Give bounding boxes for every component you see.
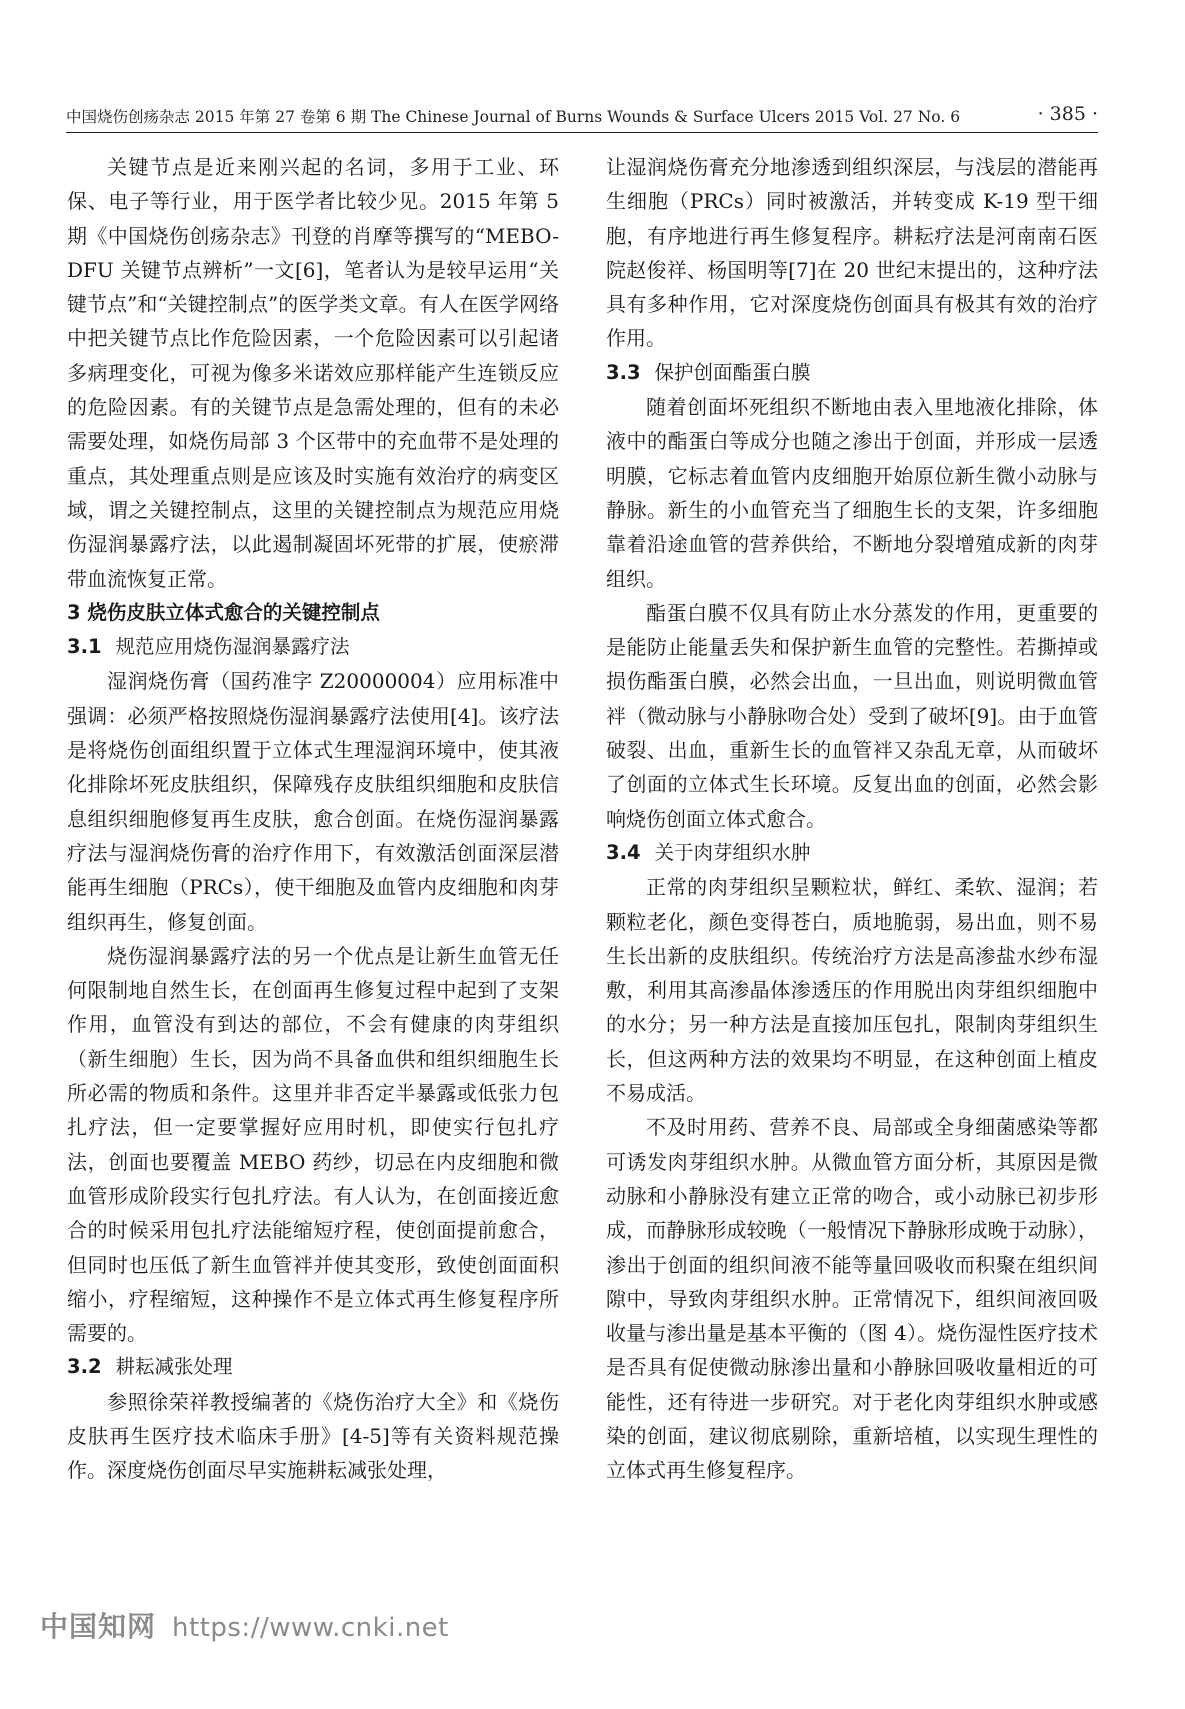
page-number: · 385 · bbox=[1037, 103, 1098, 125]
subsection-heading-3-4 bbox=[606, 836, 1098, 870]
subsection-title: 耕耘减张处理 bbox=[115, 1355, 233, 1379]
subsection-title: 关于肉芽组织水肿 bbox=[654, 840, 811, 864]
paragraph-edema-causes: 不及时用药、营养不良、局部或全身细菌感染等都可诱发肉芽组织水肿。从微血管方面分析，其原因是微动脉和小静脉没有建立正常的吻合，或小动脉已初步形成，而静脉形成较晚（一般情况下静脉形成晚于动脉），渗出于创面的组织间液不能等量回吸收而积聚在组织间隙中，导致肉芽组织水肿。正常情况下，组织间液回吸收量与渗出量是基本平衡的（图 4）。烧伤湿性医疗技术是否具有促使微动脉渗出量和小静脉回吸收量相近的可能性，还有待进一步研究。对于老化肉芽组织水肿或感染的创面，建议彻底剔除，重新培植，以实现生理性的立体式再生修复程序。 bbox=[606, 1115, 1098, 1483]
running-header bbox=[66, 102, 1098, 133]
paragraph-key-nodes: 关键节点是近来刚兴起的名词，多用于工业、环保、电子等行业，用于医学者比较少见。2015 年第 5 期《中国烧伤创疡杂志》刊登的肖摩等撰写的“MEBO-DFU 关键节点辨析”一文[6]，笔者认为是较早运用“关键节点”和“关键控制点”的医学类文章。有人在医学网络中把关键节点比作危险因素，一个危险因素可以引起诸多病理变化，可视为像多米诺效应那样能产生连锁反应的危险因素。有的关键节点是急需处理的，但有的未必需要处理，如烧伤局部 3 个区带中的充血带不是处理的重点，其处理重点则是应该及时实施有效治疗的病变区域，谓之关键控制点，这里的关键控制点为规范应用烧伤湿润暴露疗法，以此遏制凝固坏死带的扩展，使瘀滞带血流恢复正常。 bbox=[67, 155, 559, 591]
subsection-heading-3-1 bbox=[67, 630, 559, 664]
subsection-number: 3.3 bbox=[606, 360, 641, 384]
journal-header-text: 中国烧伤创疡杂志 2015 年第 27 卷第 6 期 The Chinese Journal of Burns Wounds & Surface Ulcers 2015 Vol. 27 No. 6 bbox=[66, 108, 961, 126]
left-column bbox=[67, 150, 559, 1488]
paragraph-continued: 让湿润烧伤膏充分地渗透到组织深层，与浅层的潜能再生细胞（PRCs）同时被激活，并转变成 K-19 型干细胞，有序地进行再生修复程序。耕耘疗法是河南南石医院赵俊祥、杨国明等[7]在 20 世纪末提出的，这种疗法具有多种作用，它对深度烧伤创面具有极其有效的治疗作用。 bbox=[606, 155, 1098, 351]
cnki-watermark bbox=[40, 1605, 449, 1645]
subsection-number: 3.4 bbox=[606, 840, 641, 864]
paragraph-lipoprotein-film: 随着创面坏死组织不断地由表入里地液化排除，体液中的酯蛋白等成分也随之渗出于创面，并形成一层透明膜，它标志着血管内皮细胞开始原位新生微小动脉与静脉。新生的小血管充当了细胞生长的支架，许多细胞靠着沿途血管的营养供给，不断地分裂增殖成新的肉芽组织。 bbox=[606, 395, 1098, 591]
section-heading-3: 3 烧伤皮肤立体式愈合的关键控制点 bbox=[67, 600, 380, 624]
subsection-title: 规范应用烧伤湿润暴露疗法 bbox=[115, 635, 350, 659]
paragraph-granulation: 正常的肉芽组织呈颗粒状，鲜红、柔软、湿润；若颗粒老化，颜色变得苍白，质地脆弱，易出血，则不易生长出新的皮肤组织。传统治疗方法是高渗盐水纱布湿敷，利用其高渗晶体渗透压的作用脱出肉芽组织细胞中的水分；另一种方法是直接加压包扎，限制肉芽组织生长，但这两种方法的效果均不明显，在这种创面上植皮不易成活。 bbox=[606, 875, 1098, 1106]
cnki-url: https://www.cnki.net bbox=[172, 1613, 449, 1643]
subsection-heading-3-3 bbox=[606, 356, 1098, 390]
right-column bbox=[606, 150, 1098, 1488]
paragraph-film-protection: 酯蛋白膜不仅具有防止水分蒸发的作用，更重要的是能防止能量丢失和保护新生血管的完整性。若撕掉或损伤酯蛋白膜，必然会出血，一旦出血，则说明微血管袢（微动脉与小静脉吻合处）受到了破坏[9]。由于血管破裂、出血，重新生长的血管袢又杂乱无章，从而破坏了创面的立体式生长环境。反复出血的创面，必然会影响烧伤创面立体式愈合。 bbox=[606, 600, 1098, 831]
subsection-heading-3-2 bbox=[67, 1350, 559, 1384]
paragraph-tension-relief: 参照徐荣祥教授编著的《烧伤治疗大全》和《烧伤皮肤再生医疗技术临床手册》[4-5]等有关资料规范操作。深度烧伤创面尽早实施耕耘减张处理， bbox=[67, 1389, 559, 1483]
paragraph-vessel-growth: 烧伤湿润暴露疗法的另一个优点是让新生血管无任何限制地自然生长，在创面再生修复过程中起到了支架作用，血管没有到达的部位，不会有健康的肉芽组织（新生细胞）生长，因为尚不具备血供和组织细胞生长所必需的物质和条件。这里并非否定半暴露或低张力包扎疗法，但一定要掌握好应用时机，即使实行包扎疗法，创面也要覆盖 MEBO 药纱，切忌在内皮细胞和微血管形成阶段实行包扎疗法。有人认为，在创面接近愈合的时候采用包扎疗法能缩短疗程，使创面提前愈合，但同时也压低了新生血管袢并使其变形，致使创面面积缩小，疗程缩短，这种操作不是立体式再生修复程序所需要的。 bbox=[67, 943, 559, 1346]
paragraph-mebo-standard: 湿润烧伤膏（国药准字 Z20000004）应用标准中强调：必须严格按照烧伤湿润暴露疗法使用[4]。该疗法是将烧伤创面组织置于立体式生理湿润环境中，使其液化排除坏死皮肤组织，保障残存皮肤组织细胞和皮肤信息组织细胞修复再生皮肤，愈合创面。在烧伤湿润暴露疗法与湿润烧伤膏的治疗作用下，有效激活创面深层潜能再生细胞（PRCs），使干细胞及血管内皮细胞和肉芽组织再生，修复创面。 bbox=[67, 669, 559, 934]
subsection-number: 3.1 bbox=[67, 635, 102, 659]
subsection-number: 3.2 bbox=[67, 1355, 102, 1379]
cnki-logo: 中国知网 bbox=[40, 1610, 157, 1643]
subsection-title: 保护创面酯蛋白膜 bbox=[654, 360, 811, 384]
